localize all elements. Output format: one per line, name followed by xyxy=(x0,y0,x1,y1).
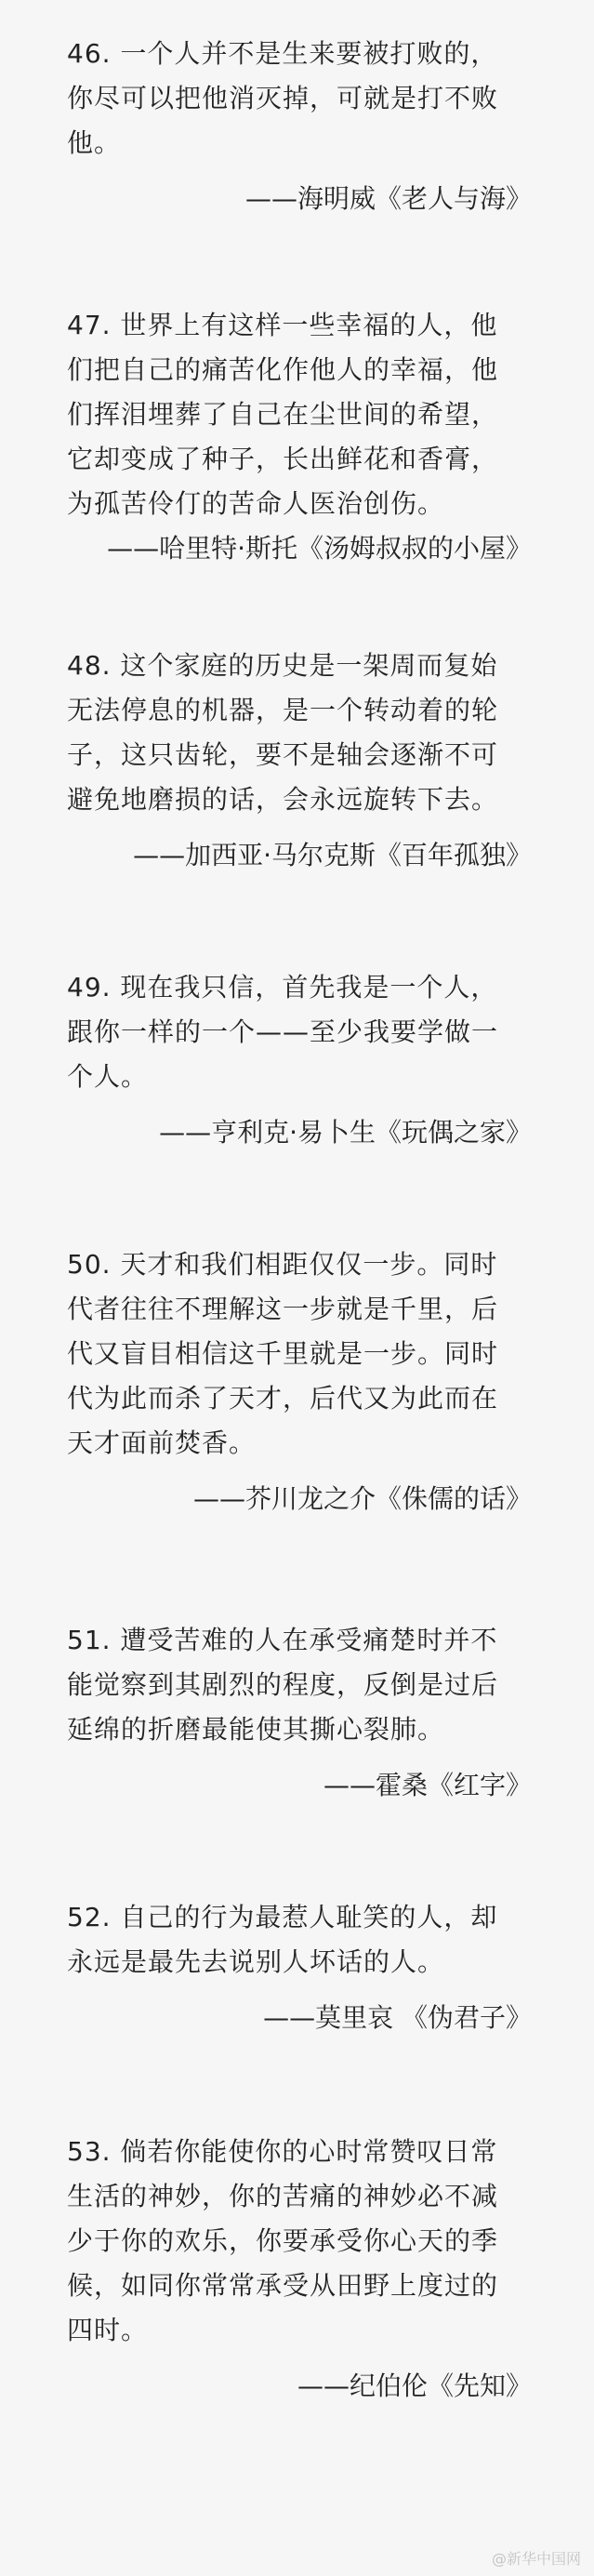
quote-attribution: ——加西亚·马尔克斯《百年孤独》 xyxy=(133,840,532,870)
quote-49 xyxy=(67,965,532,1155)
quote-line: 永远是最先去说别人坏话的人。 xyxy=(67,1946,445,1977)
quote-line: 46. 一个人并不是生来要被打败的， xyxy=(67,38,498,69)
quote-line: 为孤苦伶仃的苦命人医治创伤。 xyxy=(67,488,445,519)
quote-line: 你尽可以把他消灭掉，可就是打不败 xyxy=(67,83,499,113)
quote-line: 代为此而杀了天才，后代又为此而在 xyxy=(67,1383,499,1414)
quote-line: 候，如同你常常承受从田野上度过的 xyxy=(67,2270,499,2301)
quote-line: 个人。 xyxy=(67,1061,149,1092)
quote-line: 52. 自己的行为最惹人耻笑的人，却 xyxy=(67,1902,498,1932)
quote-line: 47. 世界上有这样一些幸福的人，他 xyxy=(67,310,498,340)
quote-attribution: ——纪伯伦《先知》 xyxy=(297,2370,532,2401)
quote-line: 能觉察到其剧烈的程度，反倒是过后 xyxy=(67,1669,499,1700)
quote-line: 延绵的折磨最能使其撕心裂肺。 xyxy=(67,1714,445,1745)
quote-line: 避免地磨损的话，会永远旋转下去。 xyxy=(67,784,499,815)
quote-attribution: ——莫里哀 《伪君子》 xyxy=(263,2002,532,2033)
quote-line: 生活的神妙，你的苦痛的神妙必不减 xyxy=(67,2181,499,2211)
quote-line: 51. 遭受苦难的人在承受痛楚时并不 xyxy=(67,1625,498,1655)
quote-52 xyxy=(67,1895,532,2040)
quote-line: 们挥泪埋葬了自己在尘世间的希望， xyxy=(67,399,499,430)
quote-47 xyxy=(67,303,532,571)
quote-line: 50. 天才和我们相距仅仅一步。同时 xyxy=(67,1249,498,1280)
quote-line: 四时。 xyxy=(67,2315,149,2345)
quote-line: 它却变成了种子，长出鲜花和香膏， xyxy=(67,444,499,474)
quote-attribution: ——芥川龙之介《侏儒的话》 xyxy=(192,1483,532,1514)
quote-attribution: ——海明威《老人与海》 xyxy=(244,183,532,214)
quote-53 xyxy=(67,2130,532,2409)
quote-51 xyxy=(67,1618,532,1808)
watermark: @新华中国网 xyxy=(491,2550,581,2568)
quote-line: 跟你一样的一个——至少我要学做一 xyxy=(67,1016,499,1047)
quote-line: 们把自己的痛苦化作他人的幸福，他 xyxy=(67,354,499,385)
quote-attribution: ——哈里特·斯托《汤姆叔叔的小屋》 xyxy=(107,533,532,564)
quote-line: 53. 倘若你能使你的心时常赞叹日常 xyxy=(67,2136,498,2167)
quote-line: 无法停息的机器，是一个转动着的轮 xyxy=(67,695,499,725)
quote-attribution: ——亨利克·易卜生《玩偶之家》 xyxy=(159,1117,532,1148)
quote-line: 他。 xyxy=(67,127,122,158)
quote-line: 少于你的欢乐，你要承受你心天的季 xyxy=(67,2225,499,2256)
quote-line: 天才面前焚香。 xyxy=(67,1427,257,1458)
quote-48 xyxy=(67,644,532,878)
quote-50 xyxy=(67,1242,532,1521)
quote-attribution: ——霍桑《红字》 xyxy=(323,1770,532,1800)
quote-46 xyxy=(67,32,532,221)
quote-line: 子，这只齿轮，要不是轴会逐渐不可 xyxy=(67,739,499,770)
quote-line: 48. 这个家庭的历史是一架周而复始 xyxy=(67,650,498,681)
quote-line: 代又盲目相信这千里就是一步。同时 xyxy=(67,1338,499,1369)
quote-line: 49. 现在我只信，首先我是一个人， xyxy=(67,972,498,1003)
quote-line: 代者往往不理解这一步就是千里，后 xyxy=(67,1294,499,1324)
